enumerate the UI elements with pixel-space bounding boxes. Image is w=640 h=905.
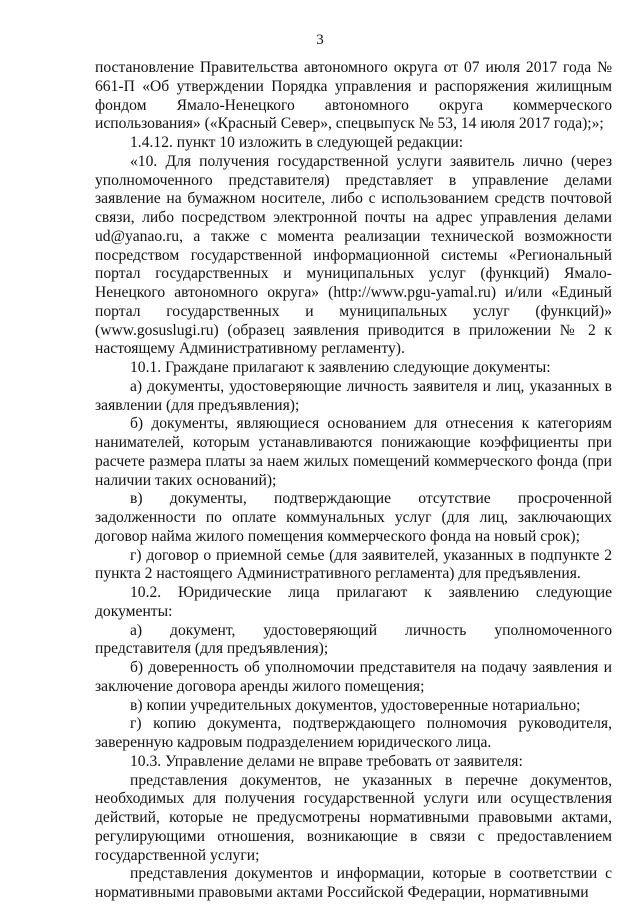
paragraph: а) документы, удостоверяющие личность заявителя и лиц, указанных в заявлении (для предъявления); (95, 377, 612, 414)
paragraph: 10.1. Граждане прилагают к заявлению следующие документы: (130, 359, 551, 376)
paragraph: а) документ, удостоверяющий личность уполномоченного представителя (для предъявления); (95, 621, 612, 658)
paragraph: «10. Для получения государственной услуги заявитель лично (через уполномоченного представителя) представляет в управление делами заявление на бумажном носителе, либо с использованием средств почтовой связи, либо посредством электронной почты на адрес управления делами ud@yanao.ru, а также с момента реализации технической возможности посредством государственной информационной системы «Региональный портал государственных и муниципальных услуг (функций) Ямало-Ненецкого автономного округа» (http://www.pgu-yamal.ru) и/или «Единый портал государственных и муниципальных услуг (функций)» (www.gosuslugi.ru) (образец заявления приводится в приложении № 2 к настоящему Административному регламенту). (95, 152, 612, 358)
paragraph: б) документы, являющиеся основанием для отнесения к категориям нанимателей, которым устанавливаются понижающие коэффициенты при расчете размера платы за наем жилых помещений коммерческого фонда (при наличии таких оснований); (95, 415, 612, 489)
page-number: 3 (316, 32, 324, 48)
paragraph: в) копии учредительных документов, удостоверенные нотариально; (130, 696, 581, 714)
paragraph: представления документов и информации, которые в соответствии с нормативными правовыми актами Российской Федерации, нормативными (95, 865, 612, 901)
paragraph: 10.3. Управление делами не вправе требовать от заявителя: (130, 752, 523, 770)
document-body (95, 59, 612, 903)
paragraph: 1.4.12. пункт 10 изложить в следующей редакции: (130, 134, 464, 151)
paragraph: г) договор о приемной семье (для заявителей, указанных в подпункте 2 пункта 2 настоящего Административного регламента) для предъявления. (95, 546, 612, 583)
paragraph: г) копию документа, подтверждающего полномочия руководителя, заверенную кадровым подразделением юридического лица. (95, 715, 612, 751)
paragraph: представления документов, не указанных в перечне документов, необходимых для получения государственной услуги или осуществления действий, которые не предусмотрены нормативными правовыми актами, регулирующими отношения, возникающие в связи с предоставлением государственной услуги; (95, 771, 612, 864)
paragraph: постановление Правительства автономного округа от 07 июля 2017 года № 661-П «Об утверждении Порядка управления и распоряжения жилищным фондом Ямало-Ненецкого автономного округа коммерческого использования» («Красный Север», спецвыпуск № 53, 14 июля 2017 года);»; (95, 59, 612, 133)
paragraph: 10.2. Юридические лица прилагают к заявлению следующие документы: (95, 584, 612, 620)
paragraph: в) документы, подтверждающие отсутствие просроченной задолженности по оплате коммунальных услуг (для лиц, заключающих договор найма жилого помещения коммерческого фонда на новый срок); (95, 490, 612, 545)
paragraph: б) доверенность об уполномочии представителя на подачу заявления и заключение договора аренды жилого помещения; (95, 659, 612, 695)
